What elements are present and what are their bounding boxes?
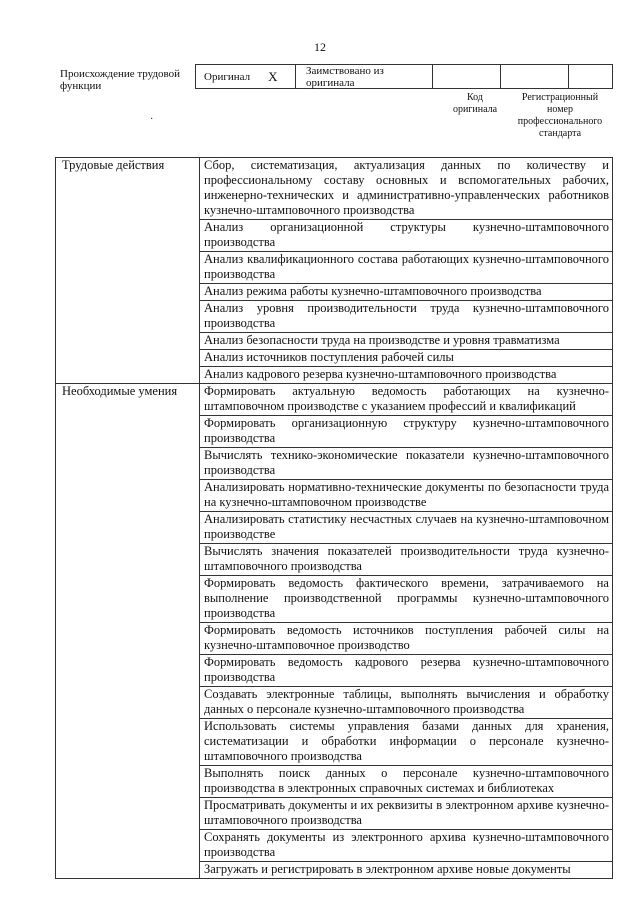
origin-original-cell	[196, 65, 296, 88]
origin-code-cell	[501, 65, 569, 88]
origin-original-label: Оригинал	[204, 70, 251, 83]
origin-label: Происхождение трудовой функции	[60, 68, 181, 92]
section-item: Анализировать нормативно-технические документы по безопасности труда на кузнечно-штамповочном производстве	[200, 480, 613, 512]
origin-borrowed-cell	[296, 65, 433, 88]
section-item: Просматривать документы и их реквизиты в электронном архиве кузнечно-штамповочного производства	[200, 798, 613, 830]
code-caption: Код оригинала	[452, 92, 498, 115]
section-label: Трудовые действия	[56, 158, 200, 384]
section-item: Формировать ведомость кадрового резерва кузнечно-штамповочного производства	[200, 655, 613, 687]
origin-box	[195, 64, 613, 89]
reg-number-caption: Регистрационный номер профессионального стандарта	[517, 92, 603, 139]
section-item: Анализ источников поступления рабочей силы	[200, 350, 613, 367]
table-row	[56, 158, 613, 220]
section-item: Сохранять документы из электронного архива кузнечно-штамповочного производства	[200, 830, 613, 862]
stray-mark: ·	[150, 114, 154, 125]
section-item: Вычислять технико-экономические показатели кузнечно-штамповочного производства	[200, 448, 613, 480]
section-item: Формировать ведомость фактического времени, затрачиваемого на выполнение производственной программы кузнечно-штамповочного производства	[200, 576, 613, 623]
section-item: Анализ безопасности труда на производстве и уровня травматизма	[200, 333, 613, 350]
section-item: Выполнять поиск данных о персонале кузнечно-штамповочного производства в электронных справочных системах и библиотеках	[200, 766, 613, 798]
section-item: Загружать и регистрировать в электронном архиве новые документы	[200, 862, 613, 879]
section-item: Формировать ведомость источников поступления рабочей силы на кузнечно-штамповочное производство	[200, 623, 613, 655]
section-item: Анализ уровня производительности труда кузнечно-штамповочного производства	[200, 301, 613, 333]
section-item: Анализ кадрового резерва кузнечно-штамповочного производства	[200, 367, 613, 384]
section-item: Сбор, систематизация, актуализация данных по количеству и профессиональному составу основных и вспомогательных рабочих, инженерно-технических и административно-управленческих работников кузнечно-штамповочного производства	[200, 158, 613, 220]
origin-spacer-cell	[433, 65, 501, 88]
section-item: Анализ квалификационного состава работающих кузнечно-штамповочного производства	[200, 252, 613, 284]
functions-table-body	[56, 158, 613, 879]
section-item: Создавать электронные таблицы, выполнять вычисления и обработку данных о персонале кузнечно-штамповочного производства	[200, 687, 613, 719]
origin-reg-cell	[569, 65, 612, 88]
section-label: Необходимые умения	[56, 384, 200, 879]
functions-table	[55, 157, 613, 879]
section-item: Анализ режима работы кузнечно-штамповочного производства	[200, 284, 613, 301]
section-item: Анализировать статистику несчастных случаев на кузнечно-штамповочном производстве	[200, 512, 613, 544]
section-item: Формировать актуальную ведомость работающих на кузнечно-штамповочном производстве с указанием профессий и квалификаций	[200, 384, 613, 416]
table-row	[56, 384, 613, 416]
page-number: 12	[314, 40, 326, 54]
section-item: Вычислять значения показателей производительности труда кузнечно-штамповочного производства	[200, 544, 613, 576]
section-item: Формировать организационную структуру кузнечно-штамповочного производства	[200, 416, 613, 448]
section-item: Использовать системы управления базами данных для хранения, систематизации и обработки информации о персонале кузнечно-штамповочного производства	[200, 719, 613, 766]
origin-borrowed-label: Заимствовано из оригинала	[306, 64, 384, 89]
section-item: Анализ организационной структуры кузнечно-штамповочного производства	[200, 220, 613, 252]
origin-original-mark: X	[268, 68, 278, 84]
